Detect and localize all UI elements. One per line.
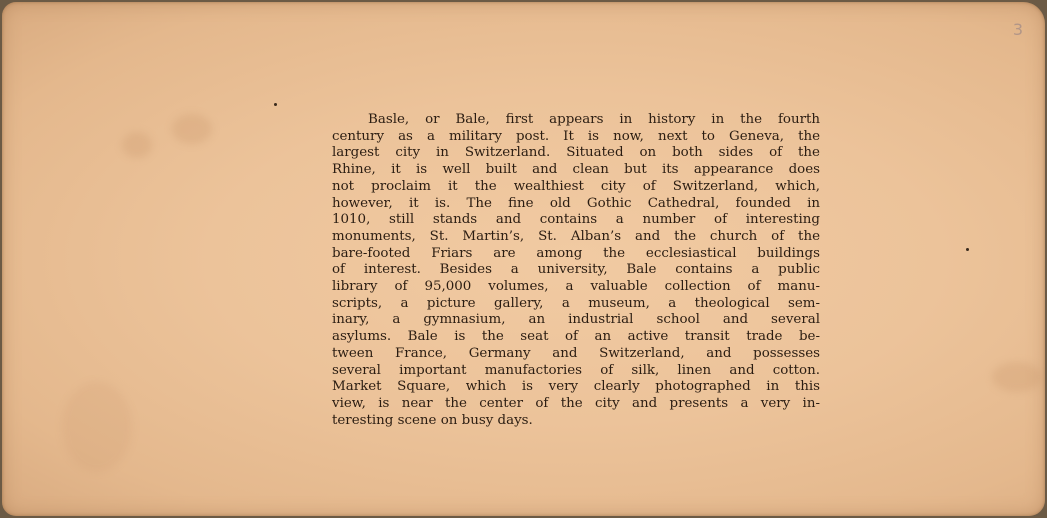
text-line: Rhine, it is well built and clean but its appearance does xyxy=(332,162,820,178)
corner-pencil-mark: 3 xyxy=(1012,20,1023,39)
description-text xyxy=(332,112,820,429)
text-line: asylums. Bale is the seat of an active transit trade be- xyxy=(332,329,820,345)
stain-spot xyxy=(992,362,1042,392)
text-line: teresting scene on busy days. xyxy=(332,412,533,428)
stereoview-card-back xyxy=(2,2,1045,516)
text-line: however, it is. The fine old Gothic Cathedral, founded in xyxy=(332,195,820,211)
ink-speck xyxy=(274,103,277,106)
ink-speck xyxy=(966,248,969,251)
text-line: not proclaim it the wealthiest city of Switzerland, which, xyxy=(332,178,820,194)
text-line: Basle, or Bale, first appears in history in the fourth xyxy=(368,112,820,127)
text-line: library of 95,000 volumes, a valuable collection of manu- xyxy=(332,279,820,295)
text-line: of interest. Besides a university, Bale contains a public xyxy=(332,262,820,278)
text-line: Market Square, which is very clearly photographed in this xyxy=(332,379,820,395)
text-line: monuments, St. Martin’s, St. Alban’s and the church of the xyxy=(332,228,820,244)
text-line: 1010, still stands and contains a number of interesting xyxy=(332,212,820,228)
text-line: century as a military post. It is now, next to Geneva, the xyxy=(332,128,820,144)
stain-spot xyxy=(122,132,152,158)
text-line: largest city in Switzerland. Situated on both sides of the xyxy=(332,145,820,161)
text-line: inary, a gymnasium, an industrial school and several xyxy=(332,312,820,328)
text-line: several important manufactories of silk, linen and cotton. xyxy=(332,362,820,378)
text-line: scripts, a picture gallery, a museum, a theological sem- xyxy=(332,295,820,311)
stain-spot xyxy=(62,382,132,472)
stain-spot xyxy=(172,114,212,144)
text-line: tween France, Germany and Switzerland, and possesses xyxy=(332,345,820,361)
text-line: bare-footed Friars are among the ecclesiastical buildings xyxy=(332,245,820,261)
text-line: view, is near the center of the city and presents a very in- xyxy=(332,395,820,411)
